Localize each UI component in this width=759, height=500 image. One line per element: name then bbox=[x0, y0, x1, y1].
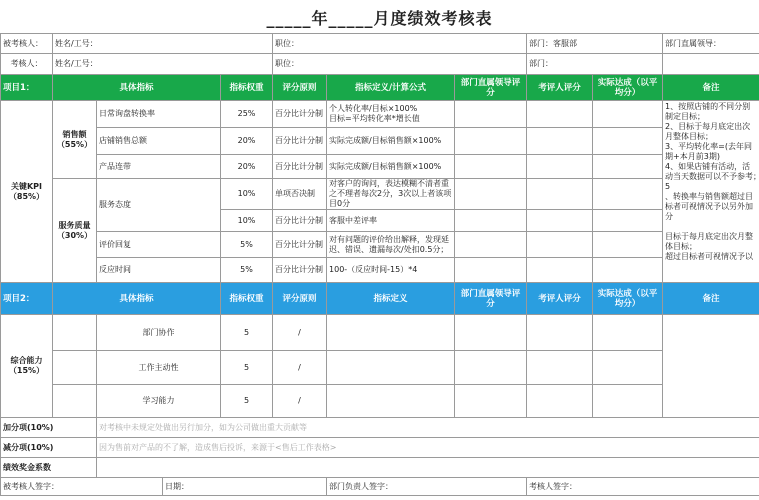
indicator-definition: 对客户的询问，表达模糊不清者重之不理者每次2分，3次以上者该项目0分 bbox=[327, 179, 455, 210]
kpi-row bbox=[1, 128, 759, 155]
evaluator-score-cell[interactable] bbox=[527, 258, 593, 283]
deduction-row bbox=[1, 438, 759, 458]
achievement-cell[interactable] bbox=[593, 155, 663, 179]
indicator-definition: 对有问题的评价给出解释，发现延迟、错误、遗漏每次/处扣0.5分； bbox=[327, 232, 455, 258]
ability-category: 综合能力（15%） bbox=[1, 315, 53, 418]
coefficient-value[interactable] bbox=[97, 458, 759, 478]
achievement-cell[interactable] bbox=[593, 179, 663, 210]
evaluator-score-cell[interactable] bbox=[527, 179, 593, 210]
spacer-cell bbox=[53, 385, 97, 418]
leader-score-cell[interactable] bbox=[455, 179, 527, 210]
evaluator-score-cell[interactable] bbox=[527, 351, 593, 385]
indicator-name: 店铺销售总额 bbox=[97, 128, 221, 155]
evaluator-name-field[interactable]: 姓名/工号： bbox=[53, 54, 273, 75]
bonus-label: 加分项(10%) bbox=[1, 418, 97, 438]
section1-label: 项目1： bbox=[1, 75, 53, 101]
leader-score-cell[interactable] bbox=[455, 128, 527, 155]
indicator-name: 反应时间 bbox=[97, 258, 221, 283]
ability-indicator: 学习能力 bbox=[97, 385, 221, 418]
evaluator-score-cell[interactable] bbox=[527, 385, 593, 418]
achievement-cell[interactable] bbox=[593, 258, 663, 283]
col-achievement: 实际达成（以平均分） bbox=[593, 75, 663, 101]
col-indicator: 具体指标 bbox=[53, 75, 221, 101]
evaluator-score-cell[interactable] bbox=[527, 232, 593, 258]
ability-definition-cell[interactable] bbox=[327, 315, 455, 351]
achievement-cell[interactable] bbox=[593, 101, 663, 128]
indicator-definition: 实际完成额/目标销售额×100% bbox=[327, 128, 455, 155]
achievement-cell[interactable] bbox=[593, 128, 663, 155]
coefficient-label: 绩效奖金系数 bbox=[1, 458, 97, 478]
ability-weight: 5 bbox=[221, 315, 273, 351]
leader-score-cell[interactable] bbox=[455, 258, 527, 283]
col-rule: 评分原则 bbox=[273, 75, 327, 101]
indicator-definition: 客服中差评率 bbox=[327, 210, 455, 232]
appraisal-table bbox=[0, 33, 759, 496]
indicator-weight: 10% bbox=[221, 210, 273, 232]
indicator-name: 产品连带 bbox=[97, 155, 221, 179]
kpi-notes: 1、按照店铺的不同分别制定目标； 2、目标于每月底定出次月整体目标； 3、平均转化率=(去年同期+本月前3期) 4、如果店铺有活动，活动当天数据可以不予参考； 5 、转换率与销售额超过目标者可视情况予以另外加分 目标于每月底定出次月整体目标； 超过目标者可视情况予以 bbox=[663, 101, 759, 283]
ability-rule: / bbox=[273, 385, 327, 418]
leader-score-cell[interactable] bbox=[455, 385, 527, 418]
bonus-row bbox=[1, 418, 759, 438]
col-weight: 指标权重 bbox=[221, 283, 273, 315]
col-definition: 指标定义/计算公式 bbox=[327, 75, 455, 101]
indicator-rule: 百分比计分制 bbox=[273, 128, 327, 155]
col-definition: 指标定义 bbox=[327, 283, 455, 315]
indicator-definition: 个人转化率/目标×100% 目标=平均转化率*增长值 bbox=[327, 101, 455, 128]
ability-indicator: 部门协作 bbox=[97, 315, 221, 351]
ability-row bbox=[1, 351, 759, 385]
leader-score-cell[interactable] bbox=[455, 101, 527, 128]
col-achievement: 实际达成（以平均分） bbox=[593, 283, 663, 315]
leader-score-cell[interactable] bbox=[455, 351, 527, 385]
col-evaluator-score: 考评人评分 bbox=[527, 75, 593, 101]
spacer-cell bbox=[53, 351, 97, 385]
evaluatee-position-field[interactable]: 职位： bbox=[273, 34, 527, 54]
ability-rule: / bbox=[273, 351, 327, 385]
achievement-cell[interactable] bbox=[593, 210, 663, 232]
ability-weight: 5 bbox=[221, 385, 273, 418]
col-notes: 备注 bbox=[663, 283, 759, 315]
info-row-evaluatee bbox=[1, 34, 759, 54]
evaluator-score-cell[interactable] bbox=[527, 315, 593, 351]
indicator-definition: 实际完成额/目标销售额×100% bbox=[327, 155, 455, 179]
evaluator-score-cell[interactable] bbox=[527, 128, 593, 155]
ability-indicator: 工作主动性 bbox=[97, 351, 221, 385]
indicator-weight: 20% bbox=[221, 128, 273, 155]
achievement-cell[interactable] bbox=[593, 385, 663, 418]
indicator-rule: 百分比计分制 bbox=[273, 101, 327, 128]
sales-group: 销售额（55%） bbox=[53, 101, 97, 179]
section2-header bbox=[1, 283, 759, 315]
ability-definition-cell[interactable] bbox=[327, 385, 455, 418]
achievement-cell[interactable] bbox=[593, 351, 663, 385]
achievement-cell[interactable] bbox=[593, 232, 663, 258]
indicator-rule: 单项否决制 bbox=[273, 179, 327, 210]
evaluatee-label: 被考核人： bbox=[1, 34, 53, 54]
evaluator-score-cell[interactable] bbox=[527, 210, 593, 232]
coefficient-row bbox=[1, 458, 759, 478]
spacer-cell bbox=[53, 315, 97, 351]
indicator-weight: 5% bbox=[221, 258, 273, 283]
indicator-weight: 10% bbox=[221, 179, 273, 210]
evaluator-score-cell[interactable] bbox=[527, 101, 593, 128]
ability-notes-cell[interactable] bbox=[663, 315, 759, 418]
indicator-weight: 25% bbox=[221, 101, 273, 128]
section1-header bbox=[1, 75, 759, 101]
kpi-row bbox=[1, 258, 759, 283]
kpi-category: 关键KPI（85%） bbox=[1, 101, 53, 283]
kpi-row bbox=[1, 101, 759, 128]
page-title: _____年_____月度绩效考核表 bbox=[266, 9, 493, 28]
kpi-row bbox=[1, 155, 759, 179]
indicator-weight: 5% bbox=[221, 232, 273, 258]
achievement-cell[interactable] bbox=[593, 315, 663, 351]
col-leader-score: 部门直属领导评分 bbox=[455, 75, 527, 101]
col-evaluator-score: 考评人评分 bbox=[527, 283, 593, 315]
leader-score-cell[interactable] bbox=[455, 232, 527, 258]
service-group: 服务质量（30%） bbox=[53, 179, 97, 283]
evaluatee-leader-field[interactable]: 部门直属领导： bbox=[663, 34, 759, 54]
evaluator-extra-field[interactable] bbox=[663, 54, 759, 75]
deduction-text[interactable]: 因为售前对产品的不了解，造成售后投诉，来源于<售后工作表格> bbox=[97, 438, 759, 458]
leader-score-cell[interactable] bbox=[455, 315, 527, 351]
kpi-row bbox=[1, 232, 759, 258]
indicator-rule: 百分比计分制 bbox=[273, 258, 327, 283]
indicator-definition: 100-（反应时间-15）*4 bbox=[327, 258, 455, 283]
evaluator-dept-field[interactable]: 部门： bbox=[527, 54, 663, 75]
evaluatee-dept-field[interactable]: 部门：客服部 bbox=[527, 34, 663, 54]
ability-row bbox=[1, 385, 759, 418]
kpi-row bbox=[1, 179, 759, 210]
indicator-name: 评价回复 bbox=[97, 232, 221, 258]
dept-head-signature[interactable]: 部门负责人签字： bbox=[327, 478, 527, 496]
indicator-rule: 百分比计分制 bbox=[273, 232, 327, 258]
evaluator-label: 考核人： bbox=[1, 54, 53, 75]
indicator-rule: 百分比计分制 bbox=[273, 155, 327, 179]
section2-label: 项目2： bbox=[1, 283, 53, 315]
col-leader-score: 部门直属领导评分 bbox=[455, 283, 527, 315]
evaluatee-signature[interactable]: 被考核人签字： bbox=[1, 478, 163, 496]
indicator-name: 日常询盘转换率 bbox=[97, 101, 221, 128]
indicator-name: 服务态度 bbox=[97, 179, 221, 232]
evaluator-score-cell[interactable] bbox=[527, 155, 593, 179]
date-field[interactable]: 日期： bbox=[163, 478, 327, 496]
indicator-weight: 20% bbox=[221, 155, 273, 179]
col-rule: 评分原则 bbox=[273, 283, 327, 315]
evaluator-signature[interactable]: 考核人签字： bbox=[527, 478, 759, 496]
col-notes: 备注 bbox=[663, 75, 759, 101]
leader-score-cell[interactable] bbox=[455, 155, 527, 179]
indicator-rule: 百分比计分制 bbox=[273, 210, 327, 232]
signature-row bbox=[1, 478, 759, 496]
info-row-evaluator bbox=[1, 54, 759, 75]
col-weight: 指标权重 bbox=[221, 75, 273, 101]
ability-row bbox=[1, 315, 759, 351]
ability-rule: / bbox=[273, 315, 327, 351]
evaluator-position-field[interactable]: 职位： bbox=[273, 54, 527, 75]
evaluatee-name-field[interactable]: 姓名/工号： bbox=[53, 34, 273, 54]
deduction-label: 减分项(10%) bbox=[1, 438, 97, 458]
ability-definition-cell[interactable] bbox=[327, 351, 455, 385]
leader-score-cell[interactable] bbox=[455, 210, 527, 232]
bonus-text[interactable]: 对考核中未规定处做出另行加分，如为公司做出重大贡献等 bbox=[97, 418, 759, 438]
col-indicator: 具体指标 bbox=[53, 283, 221, 315]
ability-weight: 5 bbox=[221, 351, 273, 385]
